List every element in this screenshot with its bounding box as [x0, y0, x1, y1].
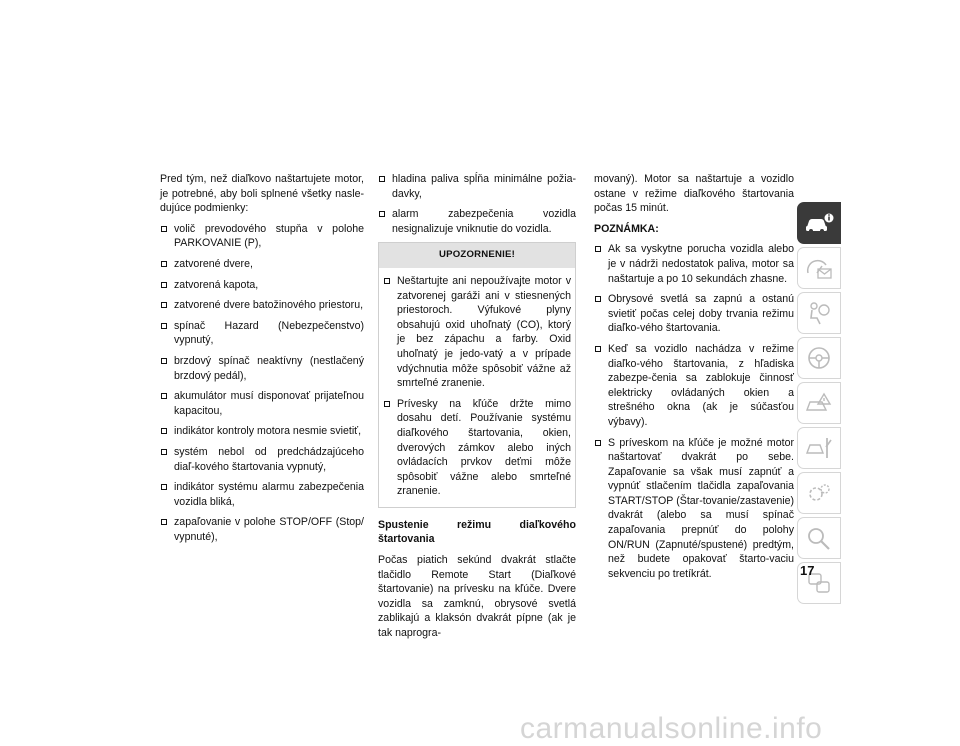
tab-driving[interactable] — [797, 337, 841, 379]
column-3 — [594, 172, 794, 587]
list-item: zatvorené dvere batožinového priestoru, — [160, 298, 364, 313]
tab-dashboard[interactable] — [797, 247, 841, 289]
continued-paragraph: movaný). Motor sa naštartuje a vozidlo ostane v režime diaľkového štartovania počas 15 minút. — [594, 173, 794, 215]
warning-box — [378, 242, 576, 508]
magnifier-icon — [804, 525, 834, 551]
warning-list — [379, 268, 575, 507]
note-item: Obrysové svetlá sa zapnú a ostanú svietiť počas celej doby trvania režimu diaľko-vého štartovania. — [594, 292, 794, 336]
list-item: indikátor kontroly motora nesmie svietiť, — [160, 424, 364, 439]
list-item: systém nebol od predchádzajúceho diaľ-kového štartovania vypnutý, — [160, 445, 364, 474]
car-crash-icon — [804, 390, 834, 416]
dashboard-envelope-icon — [804, 255, 834, 281]
list-item: zatvorené dvere, — [160, 257, 364, 272]
tab-search[interactable] — [797, 517, 841, 559]
airbag-person-icon — [804, 300, 834, 326]
list-item: alarm zabezpečenia vozidla nesignalizuje vniknutie do vozidla. — [378, 207, 576, 236]
list-item: indikátor systému alarmu zabezpečenia vozidla bliká, — [160, 480, 364, 509]
section-heading: Spustenie režimu diaľkového štartovania — [378, 518, 576, 546]
intro-paragraph: Pred tým, než diaľkovo naštartujete motor, je potrebné, aby boli splnené všetky nasle-dujúce podmienky: — [160, 173, 364, 215]
watermark: carmanualsonline.info — [520, 712, 823, 745]
column-2 — [378, 172, 576, 647]
note-list — [594, 242, 794, 581]
section-paragraph: Počas piatich sekúnd dvakrát stlačte tlačidlo Remote Start (Diaľkové štartovanie) na prívesku na kľúče. Dvere vozidla sa zamknú, obrysové svetlá zablikajú a klaksón dvakrát pípne (ak je tak naprogra- — [378, 554, 576, 640]
list-item: zapaľovanie v polohe STOP/OFF (Stop/ vypnuté), — [160, 515, 364, 544]
tab-technical[interactable] — [797, 472, 841, 514]
service-gears-icon — [804, 480, 834, 506]
list-item: hladina paliva spĺňa minimálne požia-davky, — [378, 172, 576, 201]
list-item: brzdový spínač neaktívny (nestlačený brzdový pedál), — [160, 354, 364, 383]
note-heading: POZNÁMKA: — [594, 222, 659, 235]
list-item: zatvorená kapota, — [160, 278, 364, 293]
tab-safety[interactable] — [797, 292, 841, 334]
warning-title: UPOZORNENIE! — [379, 243, 575, 268]
tab-service[interactable] — [797, 427, 841, 469]
conditions-list — [160, 222, 364, 545]
note-item: S príveskom na kľúče je možné motor naštartovať dvakrát po sebe. Zapaľovanie sa však musí zapnúť a vypnúť stlačením tlačidla zapaľovania START/STOP (Štar-tovanie/zastavenie) dvakrát (alebo sa musí spínač zapaľovania prepnúť do polohy ON/RUN (Zapnuté/spustené) predtým, než budete opakovať štarto-vaciu sekvenciu po tretíkrát. — [594, 436, 794, 582]
column-1 — [160, 172, 364, 550]
note-item: Keď sa vozidlo nachádza v režime diaľko-vého štartovania, z hľadiska zabezpe-čenia sa zablokuje činnosť elektricky ovládaných okien a strešného okna (ak je súčasťou výbavy). — [594, 342, 794, 430]
chapter-tabs — [797, 202, 842, 607]
list-item: spínač Hazard (Nebezpečenstvo) vypnutý, — [160, 319, 364, 348]
car-info-icon — [804, 210, 834, 236]
tab-emergency[interactable] — [797, 382, 841, 424]
page-number: 17 — [800, 563, 815, 578]
steering-wheel-icon — [804, 345, 834, 371]
conditions-list-continued — [378, 172, 576, 236]
list-item: volič prevodového stupňa v polohe PARKOVANIE (P), — [160, 222, 364, 251]
tab-car-info[interactable] — [797, 202, 841, 244]
note-item: Ak sa vyskytne porucha vozidla alebo je v nádrži nedostatok paliva, motor sa naštartuje a po 10 sekundách zhasne. — [594, 242, 794, 286]
warning-item: Prívesky na kľúče držte mimo dosahu detí. Používanie systému diaľkového štartovania, okien, dverových zámkov alebo iných ovládacích prvkov deťmi môže spôsobiť vážne alebo smrteľné zranenie. — [383, 397, 571, 499]
warning-item: Neštartujte ani nepoužívajte motor v zatvorenej garáži ani v stiesnených priestoroch. Výfukové plyny obsahujú oxid uhoľnatý (CO), ktorý je bez zápachu a farby. Oxid uhoľnatý je jedo-vatý a v prípade vdýchnutia môže spôsobiť vážne až smrteľné zranenie. — [383, 274, 571, 391]
list-item: akumulátor musí disponovať prijateľnou kapacitou, — [160, 389, 364, 418]
car-tools-icon — [804, 435, 834, 461]
